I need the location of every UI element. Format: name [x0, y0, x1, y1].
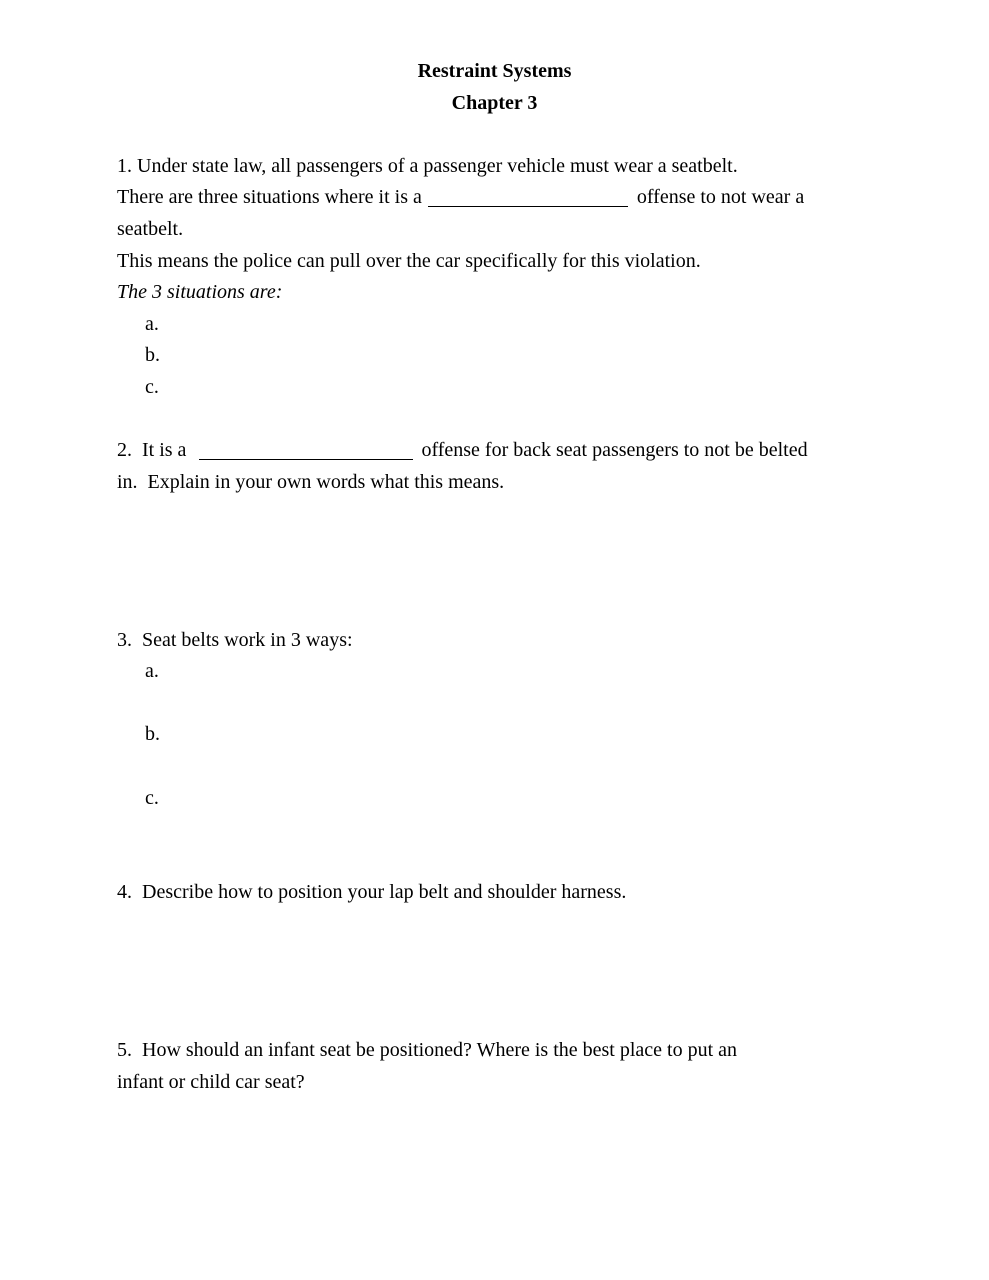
q3-heading: 3. Seat belts work in 3 ways:: [117, 628, 353, 651]
q2-answer-blank: [199, 459, 413, 460]
q5-line2: infant or child car seat?: [117, 1071, 305, 1094]
q1-answer-blank: [428, 206, 628, 207]
q1-item-c: c.: [145, 375, 159, 398]
q3-item-c: c.: [145, 786, 159, 809]
q2-line2: in. Explain in your own words what this means.: [117, 470, 505, 493]
document-subtitle: Chapter 3: [451, 91, 538, 114]
q1-item-b: b.: [145, 344, 160, 367]
q3-item-b: b.: [145, 723, 160, 746]
q1-line2-before-blank: There are three situations where it is a: [117, 186, 422, 209]
document-title: Restraint Systems: [417, 60, 572, 82]
q1-item-a: a.: [145, 312, 159, 335]
q1-line5: The 3 situations are:: [117, 281, 283, 304]
q5-line1: 5. How should an infant seat be positioned? Where is the best place to put an: [117, 1039, 738, 1062]
q1-line4: This means the police can pull over the car specifically for this violation.: [117, 249, 701, 272]
q3-item-a: a.: [145, 660, 159, 683]
q1-line1: 1. Under state law, all passengers of a passenger vehicle must wear a seatbelt.: [117, 154, 738, 177]
q2-line1: [117, 435, 872, 467]
q1-line3: seatbelt.: [117, 217, 184, 240]
q2-line1-before-blank: 2. It is a: [117, 439, 187, 462]
q1-line2: [117, 182, 872, 214]
q2-line1-after-blank: offense for back seat passengers to not be belted: [421, 439, 808, 462]
q4-line1: 4. Describe how to position your lap belt and shoulder harness.: [117, 881, 627, 904]
q1-line2-after-blank: offense to not wear a: [636, 186, 805, 209]
